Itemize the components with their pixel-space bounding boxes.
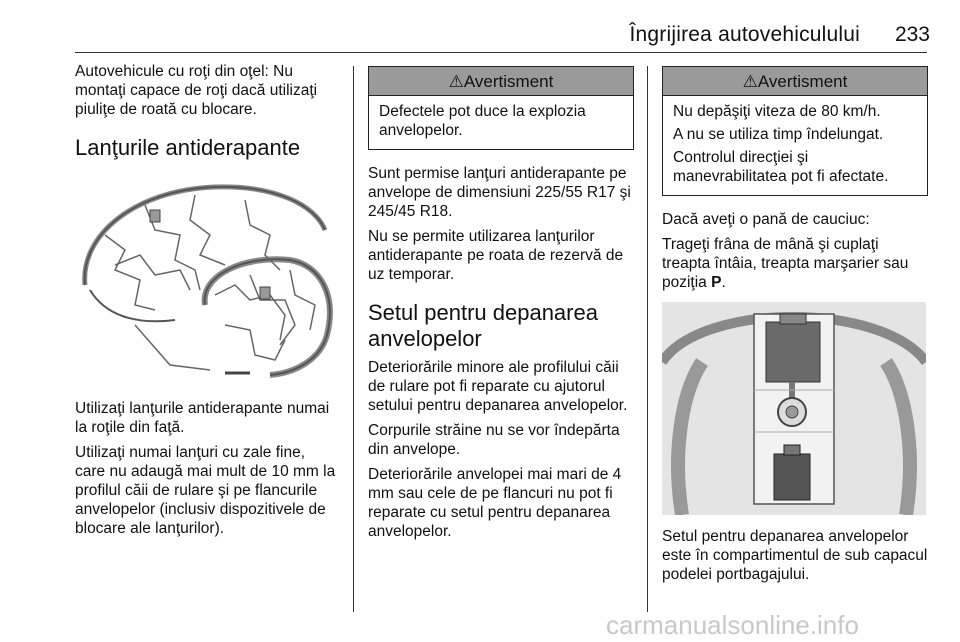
warning-title: Avertisment — [463, 72, 554, 91]
column-3 — [662, 66, 928, 590]
page-number: 233 — [894, 23, 930, 46]
warning-triangle-icon: ⚠ — [448, 72, 464, 91]
warning-title: Avertisment — [757, 72, 848, 91]
warning-box — [368, 66, 634, 150]
paragraph-large-damage: Deteriorările anvelopei mai mari de 4 mm sau cele de pe flancuri nu pot fi reparate cu setul pentru depanarea anvelopelor. — [368, 466, 622, 540]
column-divider-2 — [647, 66, 648, 612]
warning-handling: Controlul direcţiei şi manevrabilitatea pot fi afectate. — [673, 149, 889, 185]
paragraph-front-wheels: Utilizaţi lanţurile antiderapante numai la roţile din faţă. — [75, 400, 330, 436]
warning-header — [369, 67, 633, 96]
paragraph-permitted-sizes: Sunt permise lanţuri antiderapante pe anvelope de dimensiuni 225/55 R17 şi 245/45 R18. — [368, 165, 631, 220]
paragraph-flat-tyre: Dacă aveţi o pană de cauciuc: — [662, 211, 870, 228]
column-divider-1 — [353, 66, 354, 612]
warning-speed-limit: Nu depăşiţi viteza de 80 km/h. — [673, 103, 881, 120]
tyre-repair-kit-illustration — [662, 302, 926, 515]
paragraph-handbrake: Trageţi frâna de mână şi cuplaţi treapta întâia, treapta marşarier sau poziţia P. — [662, 236, 909, 291]
header-rule — [75, 52, 927, 53]
watermark: carmanualsonline.info — [606, 610, 859, 640]
paragraph-minor-damage: Deteriorările minore ale profilului căii de rulare pot fi reparate cu ajutorul setului pentru depanarea anvelopelor. — [368, 359, 628, 414]
paragraph-foreign-bodies: Corpurile străine nu se vor îndepărta din anvelope. — [368, 422, 620, 458]
warning-body — [663, 96, 927, 195]
snow-chains-illustration — [75, 175, 339, 389]
running-header-title: Îngrijirea autovehiculului — [629, 23, 860, 46]
warning-triangle-icon: ⚠ — [742, 72, 758, 91]
paragraph-fine-link-chains: Utilizaţi numai lanţuri cu zale fine, care nu adaugă mai mult de 10 mm la profilul căii de rulare şi pe flancurile anvelopelor (inclusiv dispozitivele de blocare ale lanţurilor). — [75, 444, 336, 537]
section-heading-tyre-repair-kit: Setul pentru depanarea anvelopelor — [368, 300, 598, 351]
warning-text: Defectele pot duce la explozia anvelopelor. — [379, 103, 586, 139]
gear-position-p: P — [711, 274, 722, 291]
column-1 — [75, 62, 339, 544]
paragraph-spare-wheel: Nu se permite utilizarea lanţurilor antiderapante pe roata de rezervă de uz temporar. — [368, 228, 624, 283]
warning-box — [662, 66, 928, 196]
paragraph-kit-location: Setul pentru depanarea anvelopelor este în compartimentul de sub capacul podelei portbagajului. — [662, 528, 928, 583]
warning-body — [369, 96, 633, 149]
intro-paragraph: Autovehicule cu roţi din oţel: Nu montaţi capace de roţi dacă utilizaţi piuliţe de roată cu blocare. — [75, 63, 318, 118]
column-2 — [368, 66, 634, 547]
warning-header — [663, 67, 927, 96]
section-heading-snow-chains: Lanţurile antiderapante — [75, 135, 301, 160]
warning-duration: A nu se utiliza timp îndelungat. — [673, 126, 884, 143]
